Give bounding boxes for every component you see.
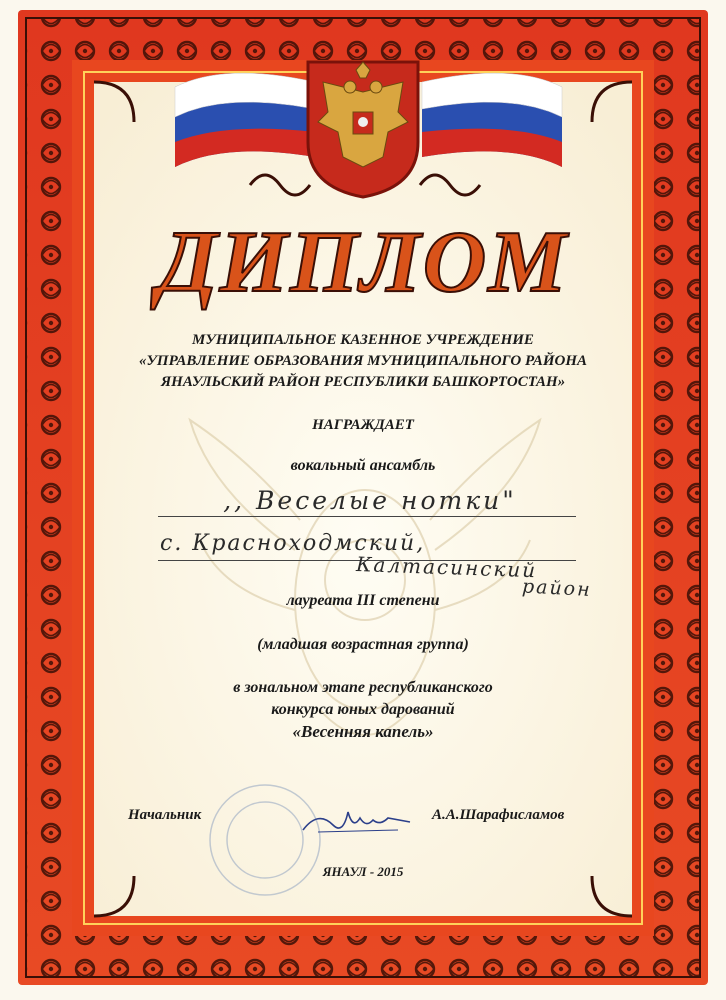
scroll-ornament <box>240 160 490 210</box>
location-line-2: Калтасинский <box>355 551 538 583</box>
contest-line-1: в зональном этапе республиканского <box>233 679 493 696</box>
diploma-title: ДИПЛОМ <box>157 214 569 311</box>
recipient-underline <box>158 516 576 517</box>
org-line-1: МУНИЦИПАЛЬНОЕ КАЗЕННОЕ УЧРЕЖДЕНИЕ <box>192 332 534 348</box>
awards-text: НАГРАЖДАЕТ <box>312 417 414 433</box>
org-line-3: ЯНАУЛЬСКИЙ РАЙОН РЕСПУБЛИКИ БАШКОРТОСТАН» <box>160 374 566 390</box>
signatory-name: А.А.Шарафисламов <box>432 807 565 823</box>
contest-line-2: конкурса юных дарований <box>271 701 455 718</box>
recipient-name: ,, Веселые нотки" <box>223 486 517 515</box>
org-line-2: «УПРАВЛЕНИЕ ОБРАЗОВАНИЯ МУНИЦИПАЛЬНОГО РАЙОНА <box>138 353 588 369</box>
age-group-text: (младшая возрастная группа) <box>257 636 469 653</box>
signature-icon <box>298 800 418 840</box>
recipient-type: вокальный ансамбль <box>290 457 436 474</box>
degree-text: лауреата III степени <box>286 592 440 609</box>
location-line-3: район <box>521 575 593 602</box>
location-line-1: с. Красноходмский, <box>160 531 426 556</box>
stamp-icon <box>190 780 340 900</box>
place-year: ЯНАУЛ - 2015 <box>322 864 404 879</box>
signatory-title: Начальник <box>128 807 202 823</box>
contest-name: «Весенняя капель» <box>292 722 434 741</box>
